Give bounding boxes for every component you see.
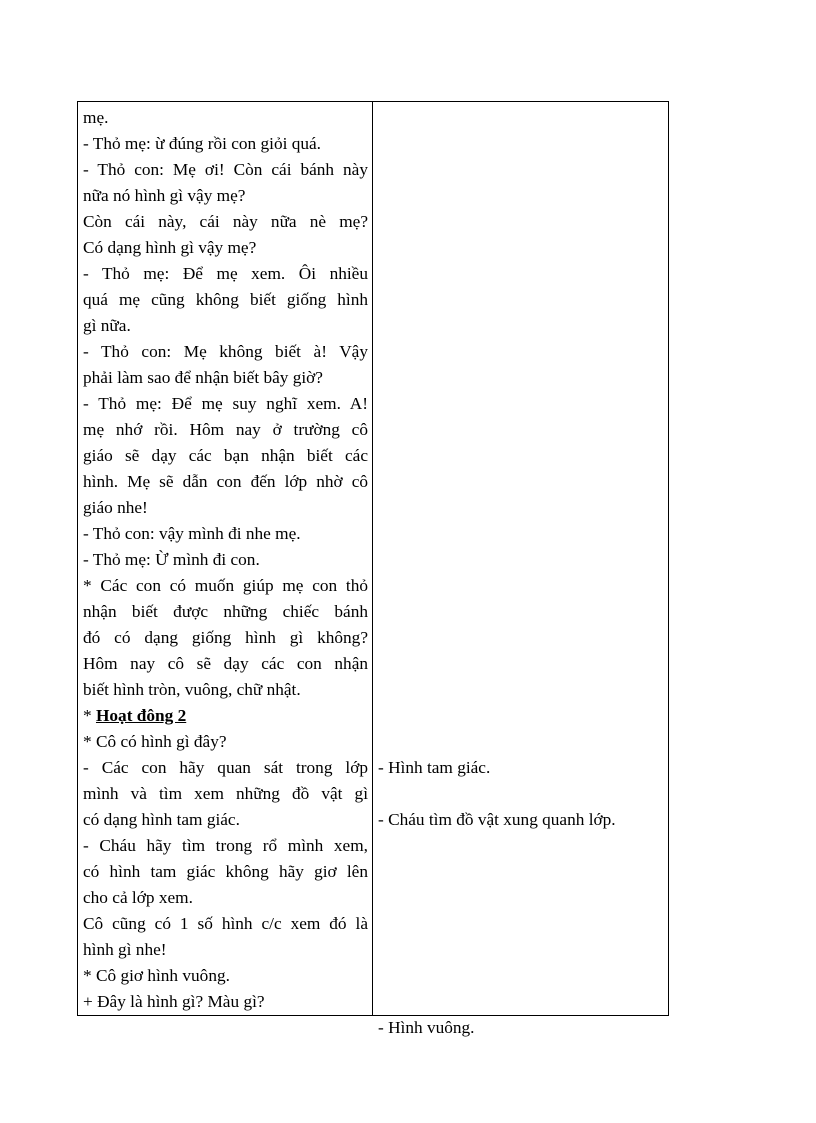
text-line: Cô cũng có 1 số hình c/c xem đó là xyxy=(83,914,368,933)
text-line: - Thỏ mẹ: Để mẹ xem. Ôi nhiều xyxy=(83,264,368,283)
activity-heading-prefix: * xyxy=(83,706,96,725)
text-line: * Cô giơ hình vuông. xyxy=(83,966,230,985)
text-line: - Các con hãy quan sát trong lớp xyxy=(83,758,368,777)
text-line: mẹ nhớ rồi. Hôm nay ở trường cô xyxy=(83,420,368,439)
activity-heading xyxy=(83,703,368,729)
table-row xyxy=(78,102,669,1016)
text-line: * Các con có muốn giúp mẹ con thỏ xyxy=(83,576,368,595)
text-line: quá mẹ cũng không biết giống hình xyxy=(83,290,368,309)
text-line: Còn cái này, cái này nữa nè mẹ? xyxy=(83,212,368,231)
text-line: hình. Mẹ sẽ dẫn con đến lớp nhờ cô xyxy=(83,472,368,491)
text-line: cho cả lớp xem. xyxy=(83,888,193,907)
text-line: hình gì nhe! xyxy=(83,940,167,959)
text-line: nhận biết được những chiếc bánh xyxy=(83,602,368,621)
text-line: - Thỏ mẹ: Để mẹ suy nghĩ xem. A! xyxy=(83,394,368,413)
child-response-line: - Hình vuông. xyxy=(378,1018,475,1037)
text-line: Có dạng hình gì vậy mẹ? xyxy=(83,238,257,257)
activity-heading-title: Hoạt đông 2 xyxy=(95,706,187,725)
text-line: - Thỏ mẹ: ừ đúng rồi con giỏi quá. xyxy=(83,134,321,153)
teacher-activity-column xyxy=(78,102,373,1016)
text-line: mình và tìm xem những đồ vật gì xyxy=(83,784,368,803)
text-line: Hôm nay cô sẽ dạy các con nhận xyxy=(83,654,368,673)
text-line: gì nữa. xyxy=(83,316,131,335)
text-line: mẹ. xyxy=(83,108,109,127)
text-line: - Thỏ con: Mẹ không biết à! Vậy xyxy=(83,342,368,361)
child-response-line: - Cháu tìm đồ vật xung quanh lớp. xyxy=(378,810,616,829)
text-line: giáo sẽ dạy các bạn nhận biết các xyxy=(83,446,368,465)
lesson-plan-table xyxy=(77,101,669,1037)
child-activity-column xyxy=(373,102,669,1037)
text-line: có hình tam giác không hãy giơ lên xyxy=(83,862,368,881)
text-line: phải làm sao để nhận biết bây giờ? xyxy=(83,368,323,387)
text-line: - Thỏ mẹ: Ừ mình đi con. xyxy=(83,550,260,569)
text-line: - Thỏ con: vậy mình đi nhe mẹ. xyxy=(83,524,301,543)
text-line: đó có dạng giống hình gì không? xyxy=(83,628,368,647)
text-line: + Đây là hình gì? Màu gì? xyxy=(83,992,265,1011)
text-line: giáo nhe! xyxy=(83,498,148,517)
text-line: nữa nó hình gì vậy mẹ? xyxy=(83,186,246,205)
text-line: * Cô có hình gì đây? xyxy=(83,732,227,751)
child-response-line: - Hình tam giác. xyxy=(378,758,491,777)
text-line: - Thỏ con: Mẹ ơi! Còn cái bánh này xyxy=(83,160,368,179)
text-line: - Cháu hãy tìm trong rổ mình xem, xyxy=(83,836,368,855)
text-line: biết hình tròn, vuông, chữ nhật. xyxy=(83,680,301,699)
teacher-activity-text xyxy=(78,102,372,1015)
text-line: có dạng hình tam giác. xyxy=(83,810,240,829)
